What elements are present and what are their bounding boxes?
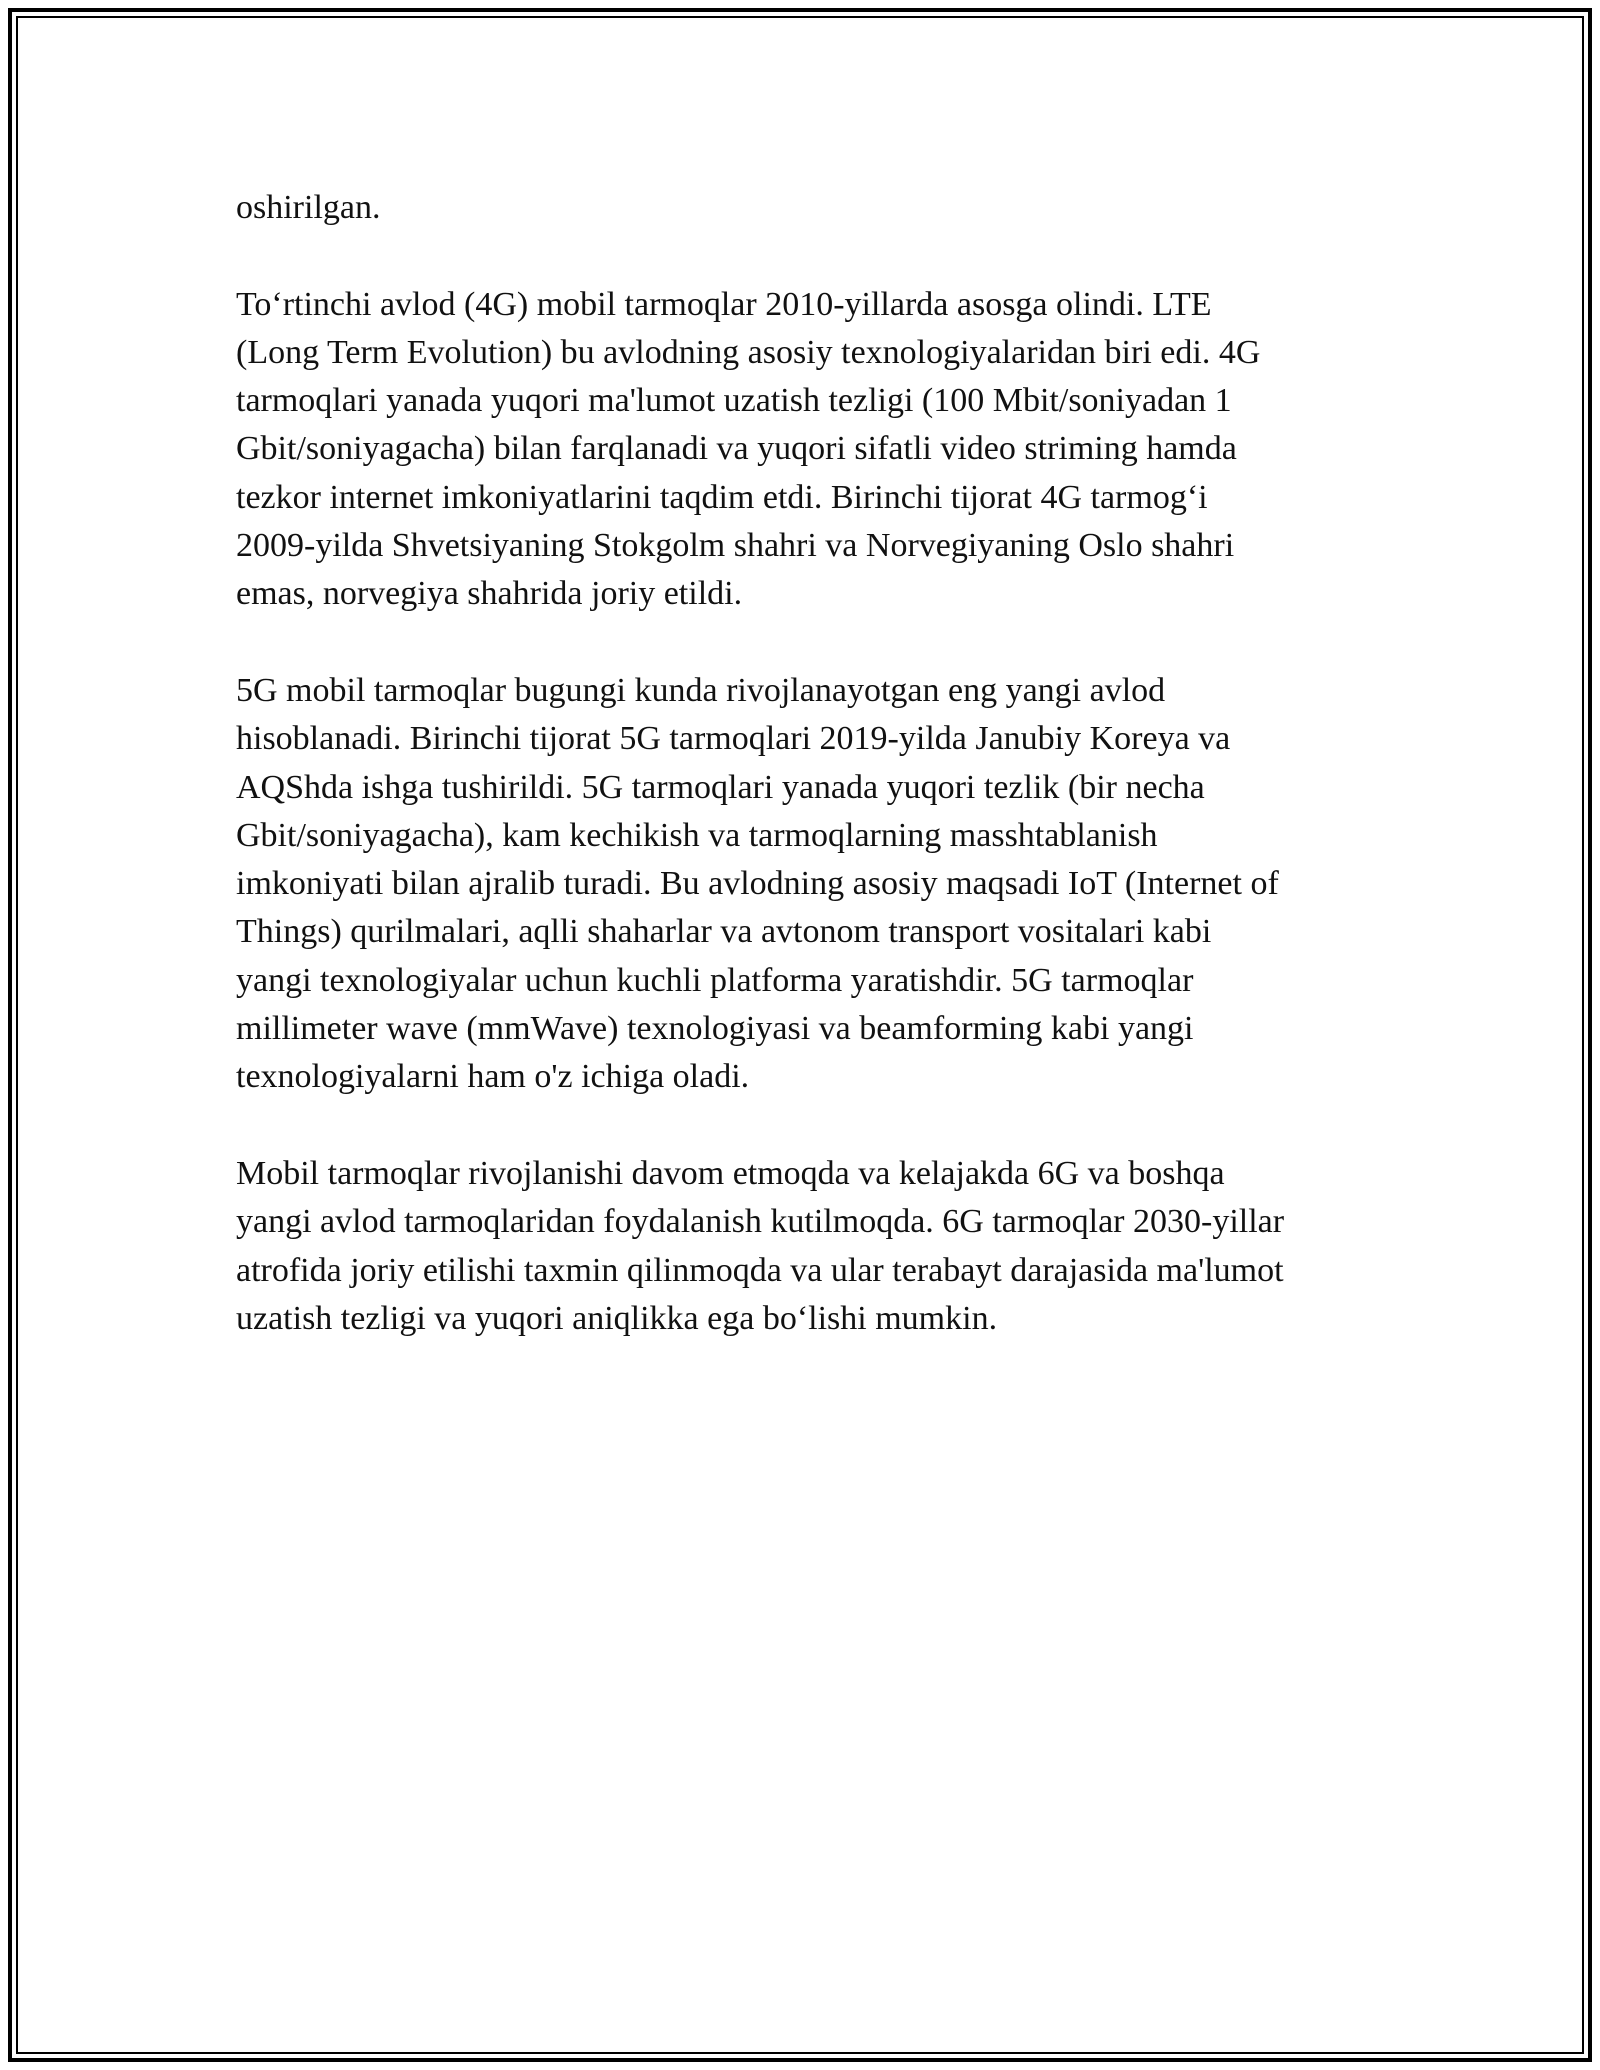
paragraph-continuation: oshirilgan.: [236, 189, 381, 226]
paragraph-5g: 5G mobil tarmoqlar bugungi kunda rivojlanayotgan eng yangi avlod hisoblanadi. Birinchi tijorat 5G tarmoqlari 2019-yilda Janubiy Koreya va AQShda ishga tushirildi. 5G tarmoqlari yanada yuqori tezlik (bir necha Gbit/soniyagacha), kam kechikish va tarmoqlarning masshtablanish imkoniyati bilan ajralib turadi. Bu avlodning asosiy maqsadi IoT (Internet of Things) qurilmalari, aqlli shaharlar va avtonom transport vositalari kabi yangi texnologiyalar uchun kuchli platforma yaratishdir. 5G tarmoqlar millimeter wave (mmWave) texnologiyasi va beamforming kabi yangi texnologiyalarni ham o'z ichiga oladi.: [236, 671, 1279, 1096]
paragraph-4g: To‘rtinchi avlod (4G) mobil tarmoqlar 2010-yillarda asosga olindi. LTE (Long Term Evolution) bu avlodning asosiy texnologiyalaridan biri edi. 4G tarmoqlari yanada yuqori ma'lumot uzatish tezligi (100 Mbit/soniyadan 1 Gbit/soniyagacha) bilan farqlanadi va yuqori sifatli video striming hamda tezkor internet imkoniyatlarini taqdim etdi. Birinchi tijorat 4G tarmog‘i 2009-yilda Shvetsiyaning Stokgolm shahri va Norvegiyaning Oslo shahri emas, norvegiya shahrida joriy etildi.: [236, 285, 1261, 613]
document-body: [236, 184, 1396, 1391]
paragraph-6g: Mobil tarmoqlar rivojlanishi davom etmoqda va kelajakda 6G va boshqa yangi avlod tarmoqlaridan foydalanish kutilmoqda. 6G tarmoqlar 2030-yillar atrofida joriy etilishi taxmin qilinmoqda va ular terabayt darajasida ma'lumot uzatish tezligi va yuqori aniqlikka ega bo‘lishi mumkin.: [236, 1154, 1285, 1337]
